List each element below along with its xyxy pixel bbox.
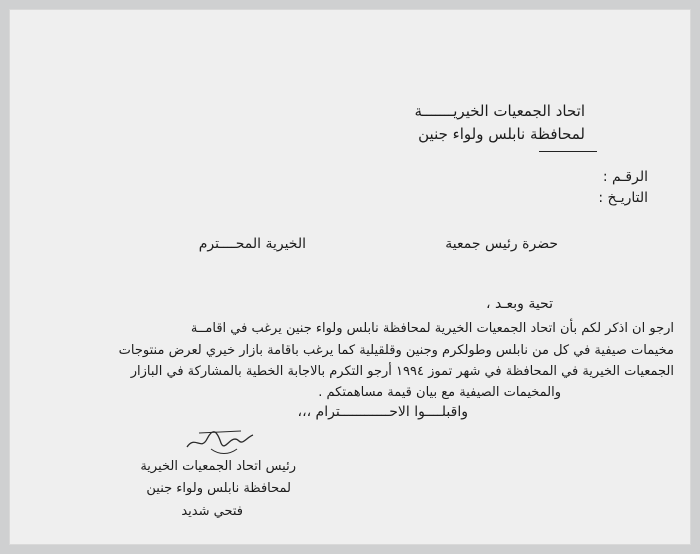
body-line-4: والمخيمات الصيفية مع بيان قيمة مساهمتكم . <box>318 385 561 400</box>
closing: واقبلــــوا الاحــــــــــــترام ،،، <box>297 404 468 420</box>
addressee-left: الخيرية المحــــترم <box>198 236 306 252</box>
handwritten-signature <box>181 425 261 459</box>
reference-label: الرقـم : <box>602 169 648 185</box>
date-label: التاريـخ : <box>598 190 648 206</box>
letterhead-line-2: لمحافظة نابلس ولواء جنين <box>418 125 585 143</box>
body-line-3: الجمعيات الخيرية في المحافظة في شهر تموز ١٩٩٤ أرجو التكرم بالاجابة الخطية بالمشاركة في البازار <box>130 364 674 379</box>
signatory-region: لمحافظة نابلس ولواء جنين <box>146 481 291 496</box>
letterhead-underline <box>539 151 597 152</box>
letterhead-line-1: اتحاد الجمعيات الخيريـــــــة <box>414 102 585 120</box>
signatory-name: فتحي شديد <box>181 504 243 519</box>
greeting: تحية وبعـد ، <box>486 296 553 312</box>
body-line-2: مخيمات صيفية في كل من نابلس وطولكرم وجنين وقلقيلية كما يرغب باقامة بازار خيري لعرض منتوجات <box>118 343 674 358</box>
body-line-1: ارجو ان اذكر لكم بأن اتحاد الجمعيات الخيرية لمحافظة نابلس ولواء جنين يرغب في اقامــة <box>190 321 674 336</box>
letter-page <box>9 9 691 545</box>
addressee-right: حضرة رئيس جمعية <box>445 236 558 252</box>
signatory-title: رئيس اتحاد الجمعيات الخيرية <box>140 459 296 474</box>
